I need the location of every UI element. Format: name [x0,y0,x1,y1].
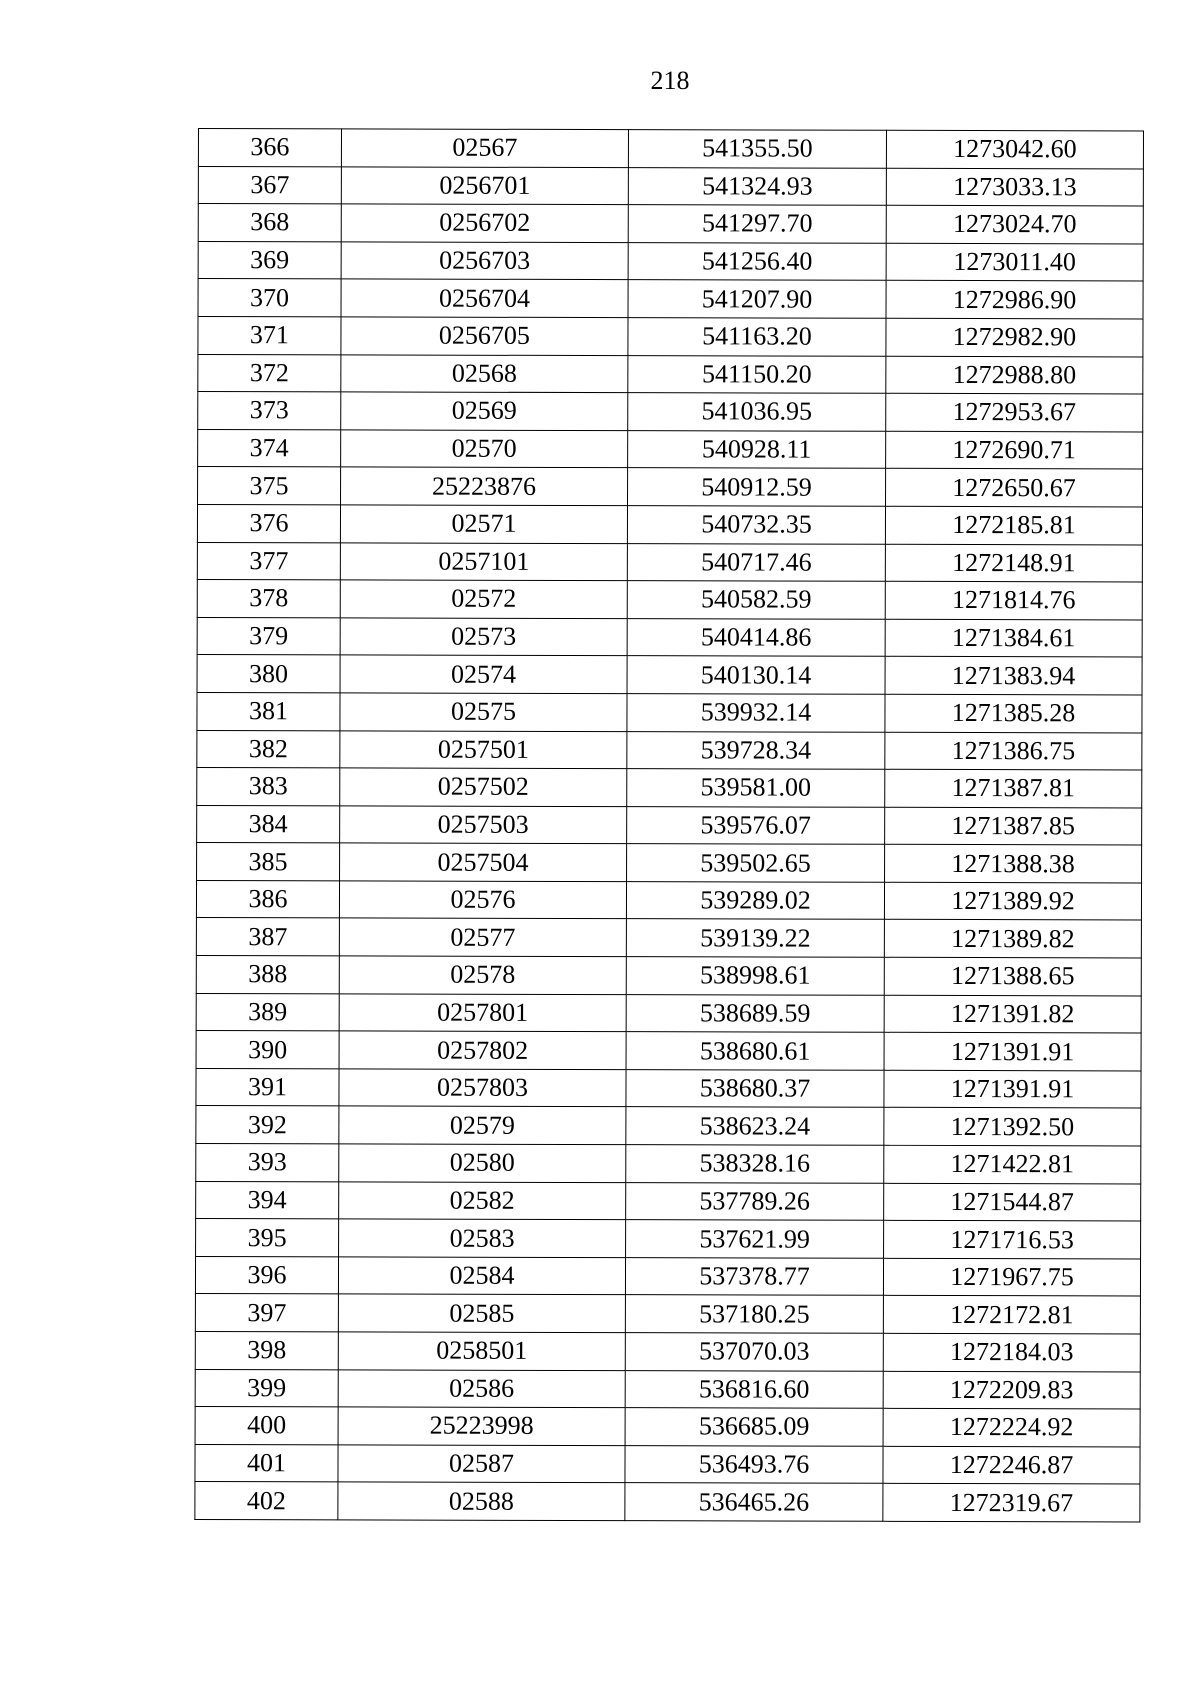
y-coordinate-cell: 1271422.81 [884,1145,1141,1183]
y-coordinate-cell: 1271387.81 [885,769,1142,807]
x-coordinate-cell: 540717.46 [627,543,885,581]
x-coordinate-cell: 536493.76 [625,1445,883,1483]
point-code-cell: 02574 [340,655,627,693]
x-coordinate-cell: 541207.90 [628,280,886,318]
y-coordinate-cell: 1272986.90 [886,281,1143,319]
table-row [195,1331,1140,1371]
table-row [198,429,1143,469]
y-coordinate-cell: 1271716.53 [884,1221,1141,1259]
y-coordinate-cell: 1271387.85 [885,807,1142,845]
x-coordinate-cell: 540414.86 [627,618,885,656]
point-code-cell: 02585 [338,1294,625,1332]
x-coordinate-cell: 540928.11 [628,430,886,468]
point-code-cell: 02572 [340,580,627,618]
y-coordinate-cell: 1271386.75 [885,732,1142,770]
x-coordinate-cell: 537621.99 [626,1220,884,1258]
x-coordinate-cell: 541163.20 [628,318,886,356]
x-coordinate-cell: 536816.60 [625,1370,883,1408]
y-coordinate-cell: 1272982.90 [886,318,1143,356]
table-row [195,1256,1140,1296]
point-code-cell: 02584 [338,1257,625,1295]
coordinates-table [194,128,1144,1522]
x-coordinate-cell: 536685.09 [625,1408,883,1446]
y-coordinate-cell: 1271391.91 [884,1070,1141,1108]
x-coordinate-cell: 540912.59 [628,468,886,506]
table-row [198,354,1143,394]
row-number-cell: 390 [196,1031,339,1069]
y-coordinate-cell: 1272184.03 [883,1333,1140,1371]
point-code-cell: 0257502 [340,768,627,806]
x-coordinate-cell: 539728.34 [627,731,885,769]
row-number-cell: 384 [197,805,340,843]
table-row [197,655,1142,695]
row-number-cell: 400 [195,1407,338,1445]
y-coordinate-cell: 1272650.67 [886,469,1143,507]
point-code-cell: 02576 [339,881,626,919]
table-row [196,918,1141,958]
point-code-cell: 02583 [339,1219,626,1257]
y-coordinate-cell: 1271388.65 [884,957,1141,995]
point-code-cell: 02582 [339,1181,626,1219]
row-number-cell: 399 [195,1369,338,1407]
x-coordinate-cell: 539139.22 [626,919,884,957]
row-number-cell: 375 [198,467,341,505]
x-coordinate-cell: 538680.61 [626,1032,884,1070]
table-row [198,166,1143,206]
y-coordinate-cell: 1271392.50 [884,1108,1141,1146]
table-row [198,129,1143,169]
row-number-cell: 368 [198,204,341,242]
y-coordinate-cell: 1273011.40 [886,243,1143,281]
table-row [196,1219,1141,1259]
x-coordinate-cell: 541256.40 [628,242,886,280]
row-number-cell: 377 [197,542,340,580]
point-code-cell: 02570 [341,430,628,468]
point-code-cell: 25223876 [341,467,628,505]
table-row [198,392,1143,432]
y-coordinate-cell: 1272988.80 [886,356,1143,394]
row-number-cell: 367 [198,166,341,204]
table-row [197,504,1142,544]
row-number-cell: 376 [197,504,340,542]
point-code-cell: 0256701 [341,166,628,204]
point-code-cell: 02579 [339,1106,626,1144]
row-number-cell: 383 [197,768,340,806]
table-row [196,1181,1141,1221]
x-coordinate-cell: 539581.00 [627,769,885,807]
x-coordinate-cell: 538680.37 [626,1069,884,1107]
table-row [197,580,1142,620]
x-coordinate-cell: 539576.07 [627,806,885,844]
x-coordinate-cell: 541036.95 [628,393,886,431]
table-row [197,805,1142,845]
y-coordinate-cell: 1273024.70 [886,205,1143,243]
x-coordinate-cell: 538998.61 [626,957,884,995]
table-row [196,1106,1141,1146]
y-coordinate-cell: 1272185.81 [885,506,1142,544]
point-code-cell: 0257803 [339,1069,626,1107]
y-coordinate-cell: 1273042.60 [886,130,1143,168]
row-number-cell: 379 [197,617,340,655]
row-number-cell: 393 [196,1144,339,1182]
point-code-cell: 02575 [340,693,627,731]
row-number-cell: 386 [196,880,339,918]
x-coordinate-cell: 538623.24 [626,1107,884,1145]
page-number: 218 [650,66,690,95]
row-number-cell: 373 [198,392,341,430]
point-code-cell: 0257501 [340,730,627,768]
y-coordinate-cell: 1272690.71 [886,431,1143,469]
table-row [195,1407,1140,1447]
x-coordinate-cell: 537789.26 [626,1182,884,1220]
point-code-cell: 02578 [339,956,626,994]
y-coordinate-cell: 1272172.81 [883,1296,1140,1334]
y-coordinate-cell: 1272148.91 [885,544,1142,582]
table-body [195,129,1144,1522]
point-code-cell: 02569 [341,392,628,430]
table-row [196,1144,1141,1184]
row-number-cell: 401 [195,1444,338,1482]
table-row [195,1482,1140,1522]
table-row [197,542,1142,582]
y-coordinate-cell: 1272953.67 [886,393,1143,431]
point-code-cell: 25223998 [338,1407,625,1445]
table-row [197,730,1142,770]
row-number-cell: 392 [196,1106,339,1144]
y-coordinate-cell: 1271967.75 [883,1258,1140,1296]
point-code-cell: 02580 [339,1144,626,1182]
point-code-cell: 0256704 [341,279,628,317]
y-coordinate-cell: 1271385.28 [885,694,1142,732]
y-coordinate-cell: 1271391.91 [884,1033,1141,1071]
point-code-cell: 0257802 [339,1031,626,1069]
x-coordinate-cell: 541150.20 [628,355,886,393]
y-coordinate-cell: 1271383.94 [885,657,1142,695]
y-coordinate-cell: 1272246.87 [883,1446,1140,1484]
x-coordinate-cell: 537180.25 [625,1295,883,1333]
y-coordinate-cell: 1272224.92 [883,1408,1140,1446]
point-code-cell: 0257801 [339,994,626,1032]
table-row [195,1444,1140,1484]
x-coordinate-cell: 538328.16 [626,1145,884,1183]
row-number-cell: 382 [197,730,340,768]
table-row [198,279,1143,319]
table-row [198,204,1143,244]
row-number-cell: 402 [195,1482,338,1520]
y-coordinate-cell: 1271389.92 [884,882,1141,920]
table-row [196,1068,1141,1108]
y-coordinate-cell: 1273033.13 [886,168,1143,206]
table-row [197,617,1142,657]
row-number-cell: 387 [196,918,339,956]
x-coordinate-cell: 537378.77 [625,1257,883,1295]
row-number-cell: 372 [198,354,341,392]
row-number-cell: 374 [198,429,341,467]
row-number-cell: 380 [197,655,340,693]
point-code-cell: 02588 [338,1482,625,1520]
table-row [195,1369,1140,1409]
row-number-cell: 369 [198,241,341,279]
table-row [195,1294,1140,1334]
row-number-cell: 388 [196,956,339,994]
point-code-cell: 0258501 [338,1332,625,1370]
x-coordinate-cell: 541297.70 [628,205,886,243]
y-coordinate-cell: 1271391.82 [884,995,1141,1033]
row-number-cell: 370 [198,279,341,317]
x-coordinate-cell: 540582.59 [627,581,885,619]
table-row [196,1031,1141,1071]
x-coordinate-cell: 537070.03 [625,1333,883,1371]
point-code-cell: 0256705 [341,317,628,355]
x-coordinate-cell: 539932.14 [627,694,885,732]
table-row [196,993,1141,1033]
point-code-cell: 0257503 [340,806,627,844]
y-coordinate-cell: 1272319.67 [883,1484,1140,1522]
row-number-cell: 395 [196,1219,339,1257]
point-code-cell: 02571 [340,505,627,543]
x-coordinate-cell: 539502.65 [627,844,885,882]
x-coordinate-cell: 541324.93 [628,167,886,205]
point-code-cell: 02587 [338,1445,625,1483]
row-number-cell: 394 [196,1181,339,1219]
x-coordinate-cell: 536465.26 [625,1483,883,1521]
x-coordinate-cell: 541355.50 [628,130,886,168]
row-number-cell: 396 [195,1256,338,1294]
row-number-cell: 371 [198,316,341,354]
y-coordinate-cell: 1271544.87 [884,1183,1141,1221]
table-row [197,692,1142,732]
y-coordinate-cell: 1271389.82 [884,920,1141,958]
table-row [198,316,1143,356]
x-coordinate-cell: 540130.14 [627,656,885,694]
y-coordinate-cell: 1271814.76 [885,581,1142,619]
point-code-cell: 02573 [340,618,627,656]
y-coordinate-cell: 1271384.61 [885,619,1142,657]
row-number-cell: 391 [196,1068,339,1106]
row-number-cell: 366 [198,129,341,167]
table-row [197,843,1142,883]
y-coordinate-cell: 1272209.83 [883,1371,1140,1409]
point-code-cell: 02567 [341,129,628,167]
x-coordinate-cell: 539289.02 [626,881,884,919]
row-number-cell: 389 [196,993,339,1031]
point-code-cell: 02577 [339,918,626,956]
x-coordinate-cell: 538689.59 [626,994,884,1032]
table-row [196,880,1141,920]
row-number-cell: 378 [197,580,340,618]
row-number-cell: 381 [197,692,340,730]
x-coordinate-cell: 540732.35 [627,506,885,544]
row-number-cell: 397 [195,1294,338,1332]
point-code-cell: 02586 [338,1369,625,1407]
row-number-cell: 385 [197,843,340,881]
point-code-cell: 0256703 [341,242,628,280]
point-code-cell: 0257504 [340,843,627,881]
table-row [198,467,1143,507]
row-number-cell: 398 [195,1331,338,1369]
table-row [196,956,1141,996]
y-coordinate-cell: 1271388.38 [885,845,1142,883]
point-code-cell: 0257101 [340,542,627,580]
table-row [198,241,1143,281]
point-code-cell: 0256702 [341,204,628,242]
point-code-cell: 02568 [341,354,628,392]
table-row [197,768,1142,808]
